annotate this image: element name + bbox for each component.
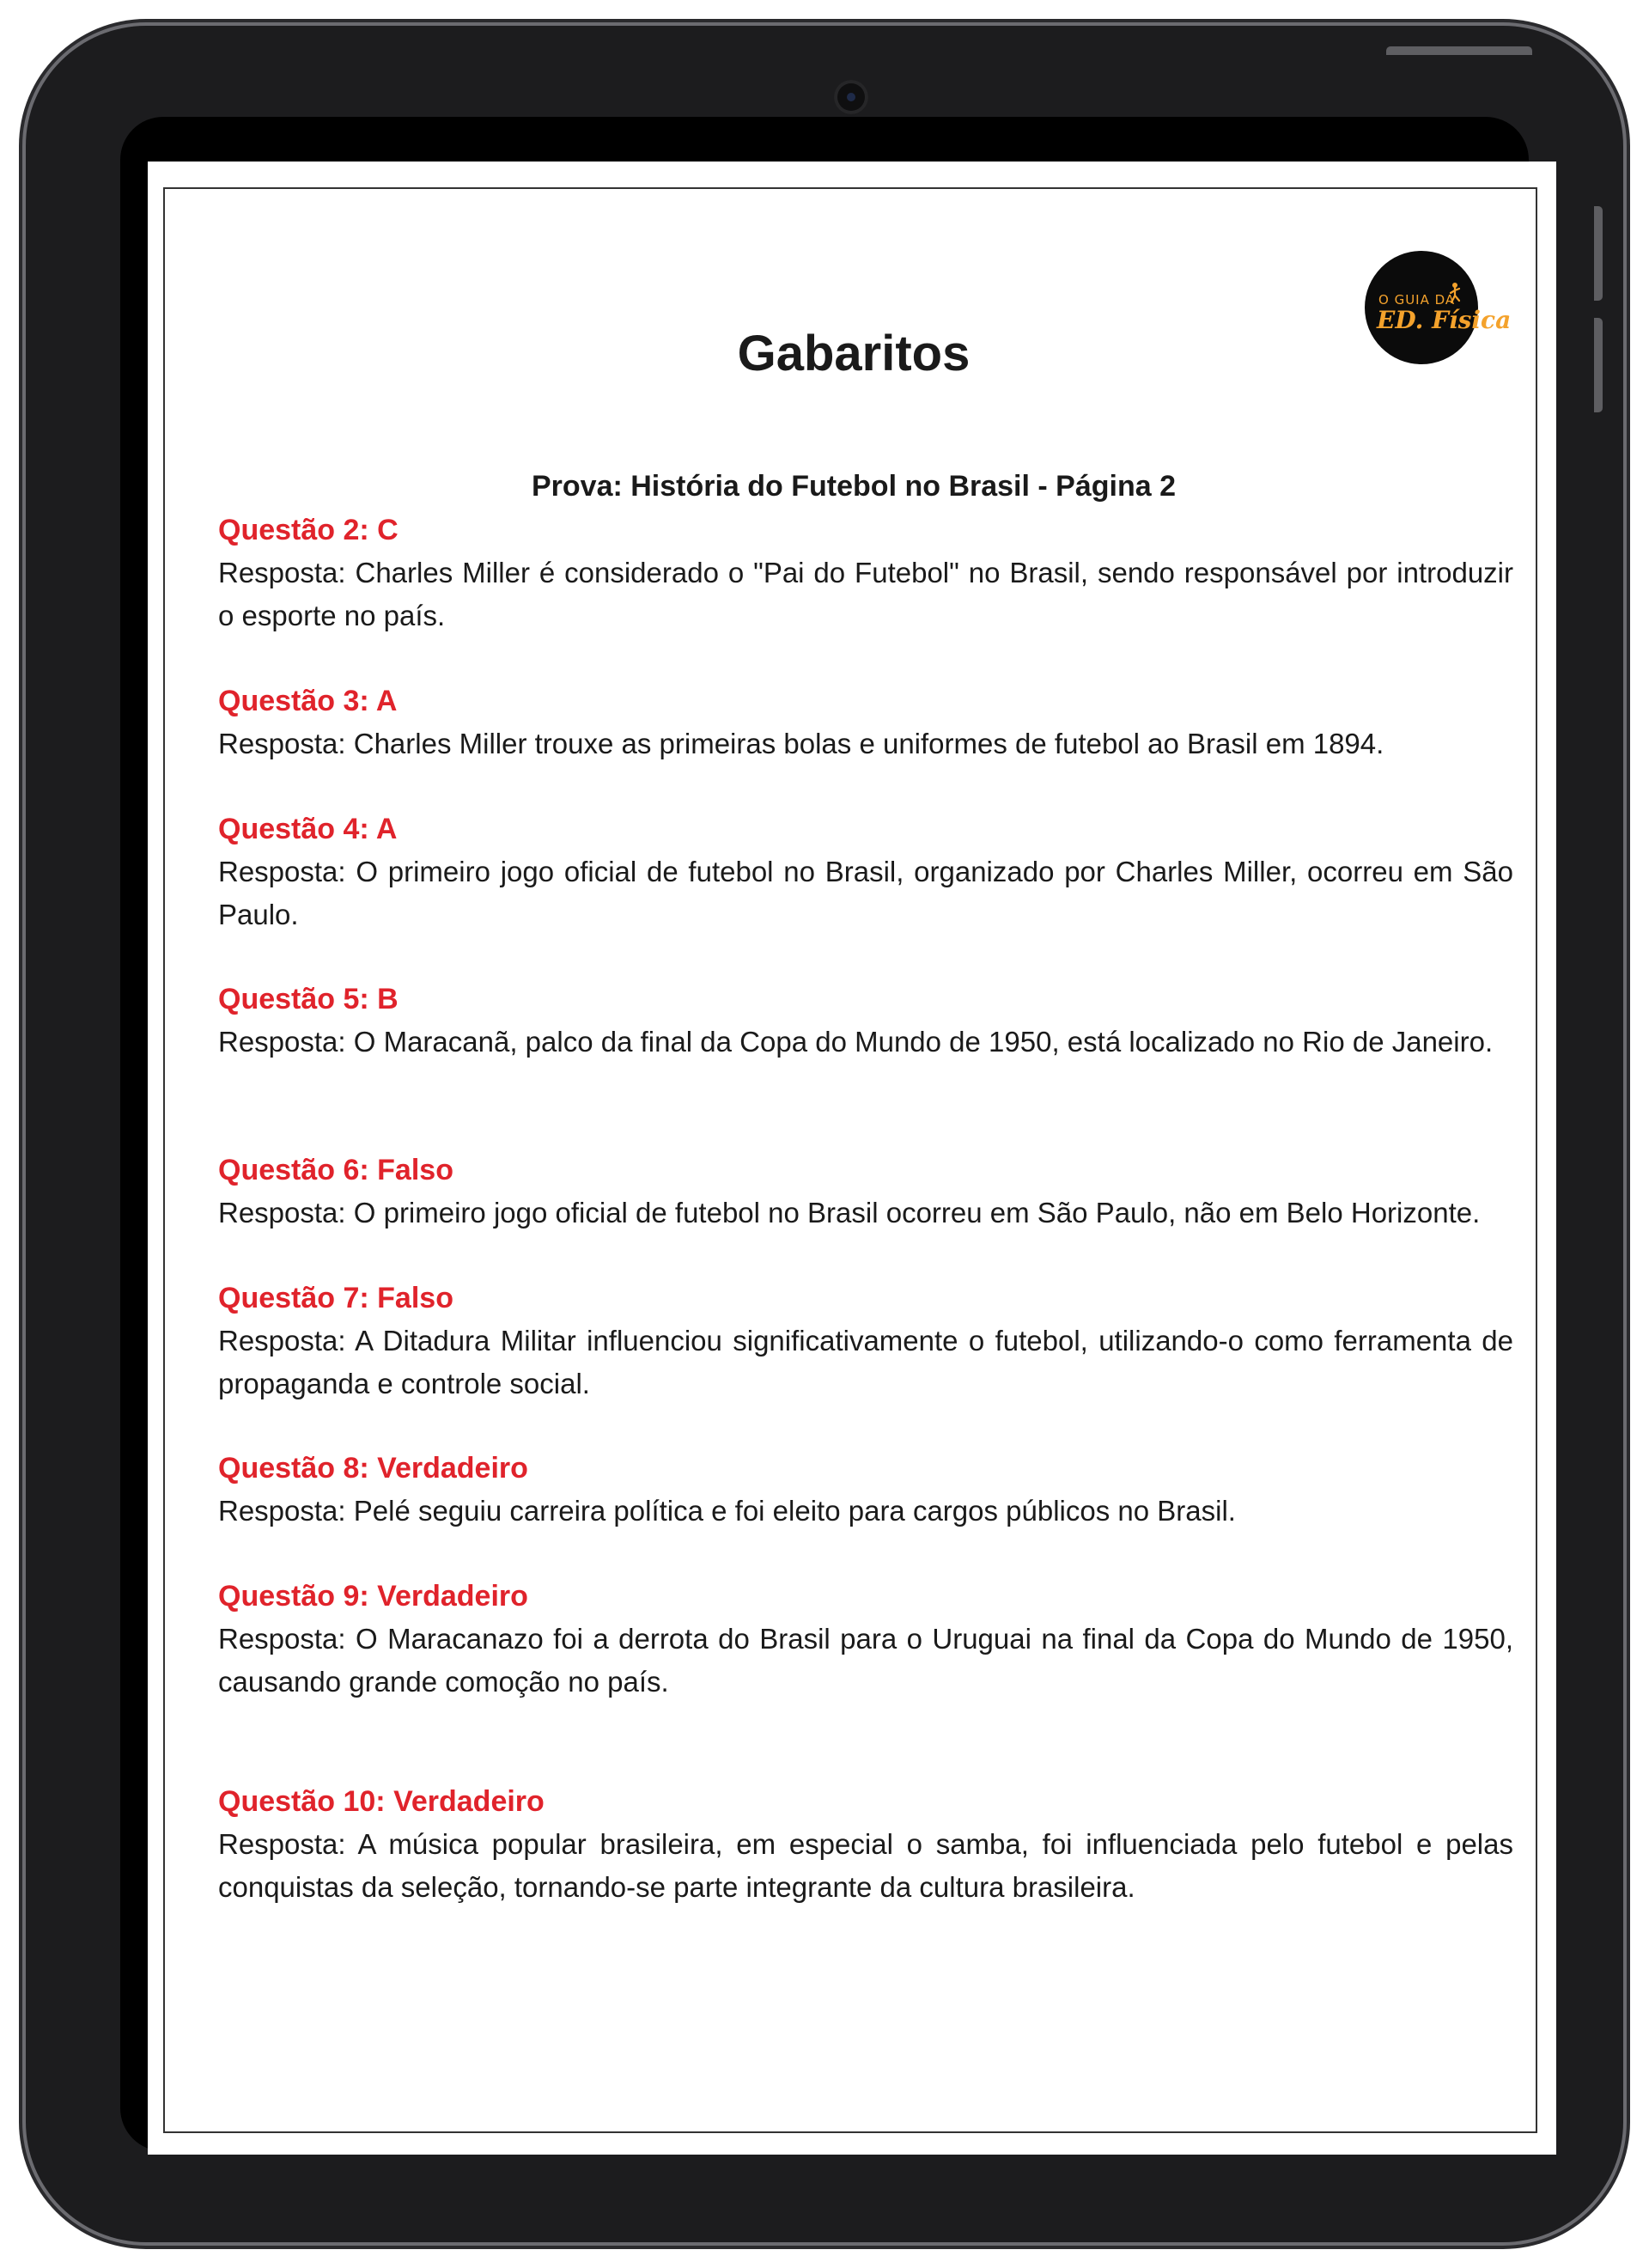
question-answer: Resposta: Charles Miller é considerado o "Pai do Futebol" no Brasil, sendo responsável por introduzir o esporte no país. [218, 557, 1513, 631]
question-heading: Questão 5: B [218, 983, 399, 1015]
question-heading: Questão 4: A [218, 813, 398, 845]
logo-line1: O GUIA DA [1378, 292, 1456, 308]
question-block [218, 680, 1513, 765]
page-title: Gabaritos [737, 326, 971, 381]
question-heading: Questão 7: Falso [218, 1282, 453, 1314]
question-block [218, 1780, 1513, 1909]
question-heading: Questão 3: A [218, 685, 398, 717]
question-answer: Resposta: O primeiro jogo oficial de futebol no Brasil, organizado por Charles Miller, ocorreu em São Paulo. [218, 856, 1513, 930]
question-block [218, 978, 1513, 1064]
question-heading: Questão 10: Verdadeiro [218, 1785, 545, 1818]
soccer-player-icon [1449, 282, 1461, 304]
question-block [218, 1149, 1513, 1235]
volume-down-button [1594, 318, 1603, 412]
question-block [218, 1575, 1513, 1704]
question-answer: Resposta: A música popular brasileira, em especial o samba, foi influenciada pelo futebol e pelas conquistas da seleção, tornando-se parte integrante da cultura brasileira. [218, 1828, 1513, 1903]
exam-subtitle: Prova: História do Futebol no Brasil - Página 2 [531, 470, 1176, 503]
question-answer: Resposta: Charles Miller trouxe as primeiras bolas e uniformes de futebol ao Brasil em 1894. [218, 728, 1384, 759]
question-heading: Questão 2: C [218, 514, 399, 546]
question-answer: Resposta: A Ditadura Militar influenciou significativamente o futebol, utilizando-o como ferramenta de propaganda e controle social. [218, 1325, 1513, 1399]
document-page [163, 187, 1537, 2133]
top-button [1386, 46, 1532, 55]
question-block [218, 1447, 1513, 1533]
question-block [218, 808, 1513, 936]
logo-line2: ED. Física [1377, 306, 1512, 334]
tablet-device [26, 26, 1623, 2242]
question-heading: Questão 6: Falso [218, 1154, 453, 1186]
question-block [218, 1277, 1513, 1405]
volume-up-button [1594, 206, 1603, 301]
question-heading: Questão 9: Verdadeiro [218, 1580, 528, 1613]
question-answer: Resposta: O Maracanã, palco da final da Copa do Mundo de 1950, está localizado no Rio de Janeiro. [218, 1026, 1494, 1058]
question-answer: Resposta: Pelé seguiu carreira política e foi eleito para cargos públicos no Brasil. [218, 1495, 1236, 1527]
question-heading: Questão 8: Verdadeiro [218, 1452, 528, 1485]
question-block [218, 509, 1513, 637]
screen [148, 162, 1556, 2155]
question-answer: Resposta: O Maracanazo foi a derrota do Brasil para o Uruguai na final da Copa do Mundo de 1950, causando grande comoção no país. [218, 1623, 1513, 1698]
front-camera [834, 80, 868, 114]
question-answer: Resposta: O primeiro jogo oficial de futebol no Brasil ocorreu em São Paulo, não em Belo Horizonte. [218, 1197, 1481, 1228]
